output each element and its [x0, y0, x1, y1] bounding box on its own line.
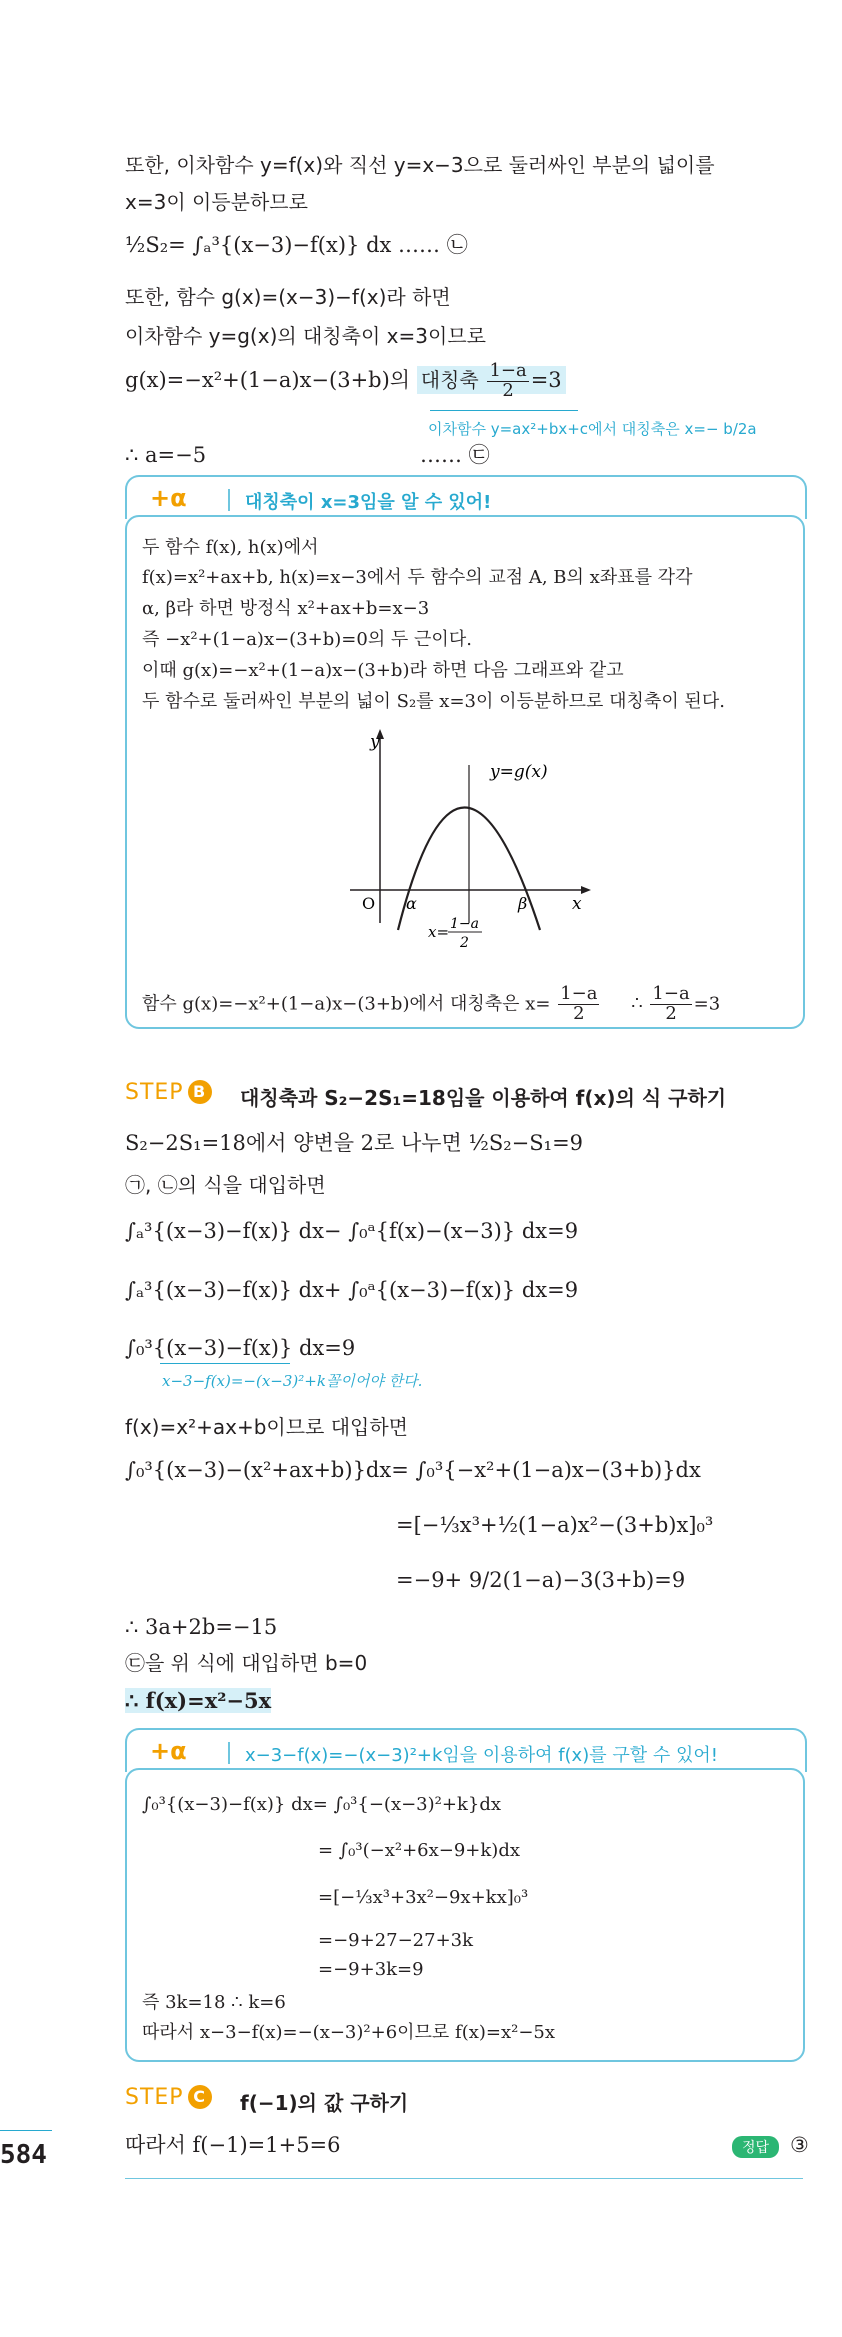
step-c-label — [125, 2085, 212, 2110]
box1-line: f(x)=x²+ax+b, h(x)=x−3에서 두 함수의 교점 A, B의 x좌표를 각각 — [142, 567, 693, 588]
symmetry-axis-value: =3 — [530, 367, 562, 392]
box2-line: =[−⅓x³+3x²−9x+kx]₀³ — [318, 1887, 529, 1908]
box2-line: 즉 3k=18 ∴ k=6 — [142, 1992, 286, 2013]
step-b-label — [125, 1080, 212, 1105]
intro-line-3: 또한, 함수 g(x)=(x−3)−f(x)라 하면 — [125, 285, 451, 309]
page-number: 584 — [0, 2140, 47, 2170]
intro-line-1: 또한, 이차함수 y=f(x)와 직선 y=x−3으로 둘러싸인 부분의 넓이를 — [125, 153, 715, 177]
step-c-title: f(−1)의 값 구하기 — [240, 2091, 409, 2115]
intro-line-4: 이차함수 y=g(x)의 대칭축이 x=3이므로 — [125, 324, 486, 348]
step-word: STEP — [125, 2085, 184, 2110]
note-vertex-formula: 이차함수 y=ax²+bx+c에서 대칭축은 x=− b/2a — [428, 420, 757, 438]
step-b-final — [125, 1686, 271, 1716]
fraction-denominator: 2 — [502, 379, 514, 401]
page-number-rule — [0, 2130, 52, 2131]
note-form: x−3−f(x)=−(x−3)²+k꼴이어야 한다. — [162, 1372, 423, 1390]
box2-line: ∫₀³{(x−3)−f(x)} dx= ∫₀³{−(x−3)²+k}dx — [142, 1794, 501, 1815]
integral-underline — [160, 1363, 290, 1364]
step-c-badge: C — [188, 2085, 212, 2109]
final-function: ∴ f(x)=x²−5x — [125, 1688, 272, 1713]
answer-badge: 정답 — [732, 2136, 779, 2158]
box1-line: 즉 −x²+(1−a)x−(3+b)=0의 두 근이다. — [142, 629, 472, 650]
step-b-line: f(x)=x²+ax+b이므로 대입하면 — [125, 1415, 408, 1439]
axis-eq-label: x= — [428, 923, 450, 941]
conclusion-frac-2 — [650, 985, 691, 1024]
step-b-integral: ∫₀³{(x−3)−f(x)} dx=9 — [125, 1336, 356, 1360]
bottom-rule — [125, 2178, 803, 2179]
box1-line: α, β라 하면 방정식 x²+ax+b=x−3 — [142, 598, 430, 619]
box2-title: x−3−f(x)=−(x−3)²+k임을 이용하여 f(x)를 구할 수 있어! — [245, 1745, 718, 1766]
step-b-line: S₂−2S₁=18에서 양변을 2로 나누면 ½S₂−S₁=9 — [125, 1131, 584, 1155]
plus-alpha-icon: +α — [150, 484, 187, 512]
step-b-title: 대칭축과 S₂−2S₁=18임을 이용하여 f(x)의 식 구하기 — [240, 1086, 727, 1110]
box2-line: =−9+3k=9 — [318, 1959, 424, 1980]
symmetry-axis-line — [125, 362, 566, 401]
answer-value: ③ — [790, 2133, 809, 2157]
header-divider — [228, 489, 230, 511]
result-a: ∴ a=−5 — [125, 443, 207, 467]
conclusion-expr: 함수 g(x)=−x²+(1−a)x−(3+b)에서 대칭축은 x= — [142, 993, 551, 1015]
fraction-numerator: 1−a — [489, 360, 527, 381]
step-b-integral: ∫ₐ³{(x−3)−f(x)} dx+ ∫₀ᵃ{(x−3)−f(x)} dx=9 — [125, 1278, 579, 1302]
step-b-badge: B — [188, 1080, 212, 1104]
symmetry-axis-expr: g(x)=−x²+(1−a)x−(3+b)의 — [125, 367, 411, 392]
result-a-tag: …… ㉢ — [420, 443, 490, 467]
symmetry-axis-fraction — [487, 362, 528, 401]
step-b-evaluation: =−9+ 9/2(1−a)−3(3+b)=9 — [396, 1568, 686, 1592]
axis-eq-num: 1−a — [450, 916, 479, 932]
fraction-denominator: 2 — [573, 1002, 585, 1024]
plus-alpha-icon: +α — [150, 1737, 187, 1765]
box2-line: =−9+27−27+3k — [318, 1930, 474, 1951]
therefore-symbol: ∴ — [631, 993, 643, 1015]
y-label: y — [370, 732, 380, 752]
equation-c: ½S₂= ∫ₐ³{(x−3)−f(x)} dx …… ㉡ — [125, 233, 468, 257]
box1-conclusion — [142, 985, 720, 1024]
beta-label: β — [518, 894, 528, 913]
alpha-label: α — [406, 894, 417, 913]
step-b-line: ㉠, ㉡의 식을 대입하면 — [125, 1173, 326, 1197]
box1-line: 두 함수 f(x), h(x)에서 — [142, 537, 319, 558]
axis-eq-den: 2 — [460, 935, 469, 951]
step-b-line: ㉢을 위 식에 대입하면 b=0 — [125, 1651, 368, 1675]
fraction-numerator: 1−a — [652, 983, 690, 1004]
symmetry-axis-highlight — [417, 360, 566, 401]
highlight-underline — [430, 410, 578, 411]
step-b-integral: ∫₀³{(x−3)−(x²+ax+b)}dx= ∫₀³{−x²+(1−a)x−(3+b)}dx — [125, 1458, 701, 1482]
conclusion-value: =3 — [693, 993, 721, 1015]
box2-line: = ∫₀³(−x²+6x−9+k)dx — [318, 1840, 520, 1861]
parabola-graph — [340, 725, 600, 965]
conclusion-frac — [558, 985, 599, 1024]
x-label: x — [572, 894, 582, 914]
box1-line: 이때 g(x)=−x²+(1−a)x−(3+b)라 하면 다음 그래프와 같고 — [142, 660, 624, 681]
origin-label: O — [362, 894, 376, 913]
step-b-result: ∴ 3a+2b=−15 — [125, 1615, 278, 1639]
box2-line: 따라서 x−3−f(x)=−(x−3)²+6이므로 f(x)=x²−5x — [142, 2022, 556, 2043]
intro-line-2: x=3이 이등분하므로 — [125, 190, 308, 214]
box1-line: 두 함수로 둘러싸인 부분의 넓이 S₂를 x=3이 이등분하므로 대칭축이 된다. — [142, 691, 725, 712]
x-axis-arrow — [581, 886, 591, 894]
step-word: STEP — [125, 1080, 184, 1105]
step-c-line: 따라서 f(−1)=1+5=6 — [125, 2133, 341, 2157]
step-b-integral: ∫ₐ³{(x−3)−f(x)} dx− ∫₀ᵃ{f(x)−(x−3)} dx=9 — [125, 1219, 579, 1243]
fraction-numerator: 1−a — [560, 983, 598, 1004]
step-b-evaluation: =[−⅓x³+½(1−a)x²−(3+b)x]₀³ — [396, 1513, 714, 1537]
header-divider — [228, 1742, 230, 1764]
symmetry-axis-word: 대칭축 — [420, 367, 479, 392]
box1-title: 대칭축이 x=3임을 알 수 있어! — [245, 492, 492, 513]
fraction-denominator: 2 — [665, 1002, 677, 1024]
curve-label: y=g(x) — [490, 762, 548, 782]
